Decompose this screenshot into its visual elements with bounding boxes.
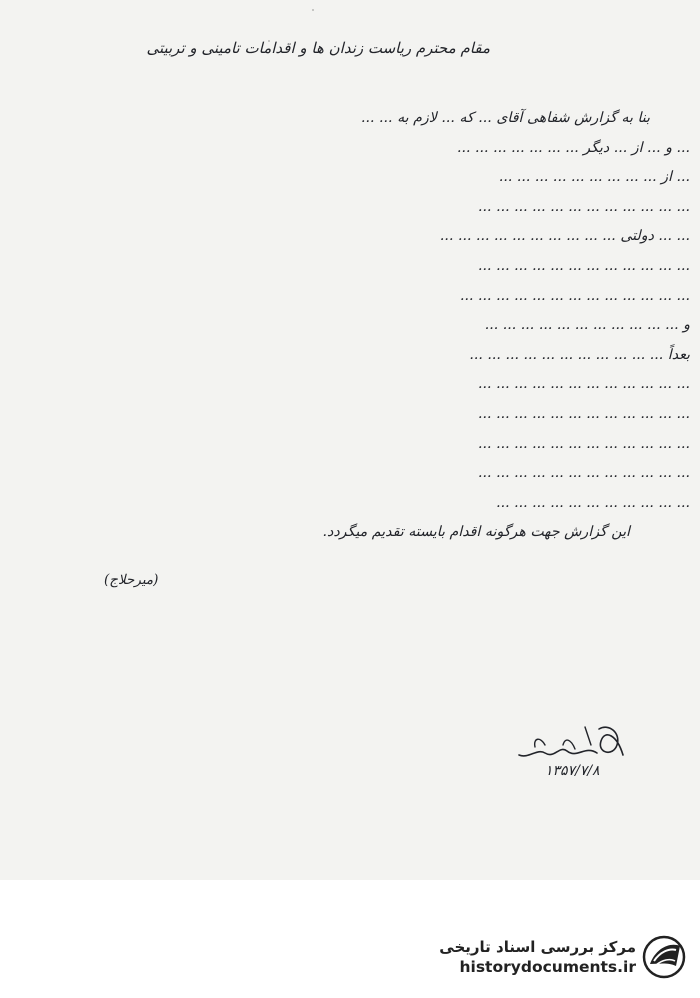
text-line: و ... ... ... ... ... ... ... ... ... ... ...	[484, 317, 690, 334]
text-line: ... ... ... ... ... ... ... ... ... ... ... ...	[478, 465, 690, 482]
text-line: ... از ... ... ... ... ... ... ... ... ...	[498, 169, 690, 186]
watermark-title: مرکز بررسی اسناد تاریخی	[439, 938, 636, 956]
book-emblem-icon	[642, 934, 686, 980]
paragraph-1	[8, 104, 690, 341]
text-line: ... ... ... ... ... ... ... ... ... ... ... ...	[478, 376, 690, 393]
text-line: بنا به گزارش شفاهی آقای ... که ... لازم به ... ...	[360, 110, 650, 126]
signer-name: (میرحلاج)	[104, 572, 159, 588]
paragraph-2	[8, 341, 690, 519]
paper-speck	[312, 9, 314, 11]
text-line: ... ... دولتی ... ... ... ... ... ... ... ... ... ...	[439, 228, 690, 245]
letter-heading: مقام محترم ریاست زندان ها و اقدامات تامینی و تربیتی	[146, 39, 490, 57]
watermark-url: historydocuments.ir	[459, 958, 636, 976]
text-line: ... ... ... ... ... ... ... ... ... ... ... ... ...	[460, 287, 690, 304]
letter-body	[8, 38, 690, 546]
signature-date: ۱۳۵۷/۷/۸	[545, 763, 600, 779]
archive-watermark	[439, 934, 686, 980]
text-line: ... و ... از ... دیگر ... ... ... ... ... ... ...	[457, 139, 690, 156]
text-line: ... ... ... ... ... ... ... ... ... ... ... ...	[478, 257, 690, 274]
text-line: ... ... ... ... ... ... ... ... ... ... ... ...	[478, 435, 690, 452]
text-line: بعداً ... ... ... ... ... ... ... ... ... ... ...	[469, 346, 690, 363]
text-line: ... ... ... ... ... ... ... ... ... ... ... ...	[478, 198, 690, 215]
text-line: ... ... ... ... ... ... ... ... ... ... ...	[496, 494, 690, 511]
closing-line: این گزارش جهت هرگونه اقدام بایسته تقدیم میگردد.	[322, 524, 630, 541]
text-line: ... ... ... ... ... ... ... ... ... ... ... ...	[478, 405, 690, 422]
